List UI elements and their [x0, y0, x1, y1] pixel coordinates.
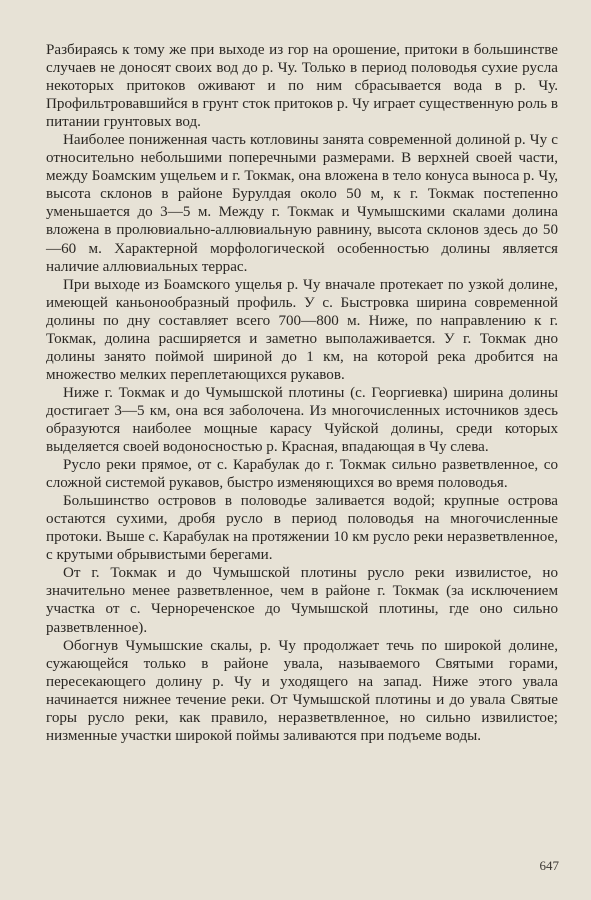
- paragraph-8: Обогнув Чумышские скалы, р. Чу продолжает течь по широкой долине, сужающейся только в районе увала, называемого Святыми горами, пересекающего долину р. Чу и уходящего на запад. Ниже этого увала начинается нижнее течение реки. От Чумышской плотины и до увала Святые горы русло реки, как правило, неразветвленное, но сильно извилистое; низменные участки широкой поймы заливаются при подъеме воды.: [46, 637, 558, 744]
- paragraph-2: Наиболее пониженная часть котловины занята современной долиной р. Чу с относительно небольшими поперечными размерами. В верхней своей части, между Боамским ущельем и г. Токмак, она вложена в тело конуса выноса р. Чу, высота склонов в районе Бурулдая около 50 м, к г. Токмак постепенно уменьшается до 3—5 м. Между г. Токмак и Чумышскими скалами долина вложена в пролювиально-аллювиальную равнину, высота склонов здесь до 50—60 м. Характерной морфологической особенностью долины является наличие аллювиальных террас.: [46, 132, 558, 275]
- paragraph-7: От г. Токмак и до Чумышской плотины русло реки извилистое, но значительно менее разветвленное, чем в районе г. Токмак (за исключением участка от с. Чернореченское до Чумышской плотины, где оно сильно разветвленное).: [46, 565, 558, 636]
- paragraph-5: Русло реки прямое, от с. Карабулак до г. Токмак сильно разветвленное, со сложной системой рукавов, быстро изменяющихся во время половодья.: [46, 457, 558, 492]
- paragraph-4: Ниже г. Токмак и до Чумышской плотины (с. Георгиевка) ширина долины достигает 3—5 км, она вся заболочена. Из многочисленных источников здесь образуются наиболее мощные карасу Чуйской долины, среди которых выделяется своей водоносностью р. Красная, впадающая в Чу слева.: [46, 384, 558, 456]
- paragraph-3: При выходе из Боамского ущелья р. Чу вначале протекает по узкой долине, имеющей каньонообразный профиль. У с. Быстровка ширина современной долины по дну составляет всего 700—800 м. Ниже, по направлению к г. Токмак, долина расширяется и заметно выполаживается. У г. Токмак дно долины занято поймой шириной до 1 км, на которой река дробится на множество мелких переплетающихся рукавов.: [46, 276, 558, 383]
- paragraph-6: Большинство островов в половодье заливается водой; крупные острова остаются сухими, дробя русло в период половодья на многочисленные протоки. Выше с. Карабулак на протяжении 10 км русло реки неразветвленное, с крутыми обрывистыми берегами.: [46, 493, 558, 564]
- page-text: [46, 41, 558, 745]
- paragraph-1: Разбираясь к тому же при выходе из гор на орошение, притоки в большинстве случаев не доносят своих вод до р. Чу. Только в период половодья сухие русла некоторых притоков оживают и по ним сбрасывается вода в р. Чу. Профильтровавшийся в грунт сток притоков р. Чу играет существенную роль в питании грунтовых вод.: [46, 42, 558, 131]
- page-number: 647: [539, 858, 559, 873]
